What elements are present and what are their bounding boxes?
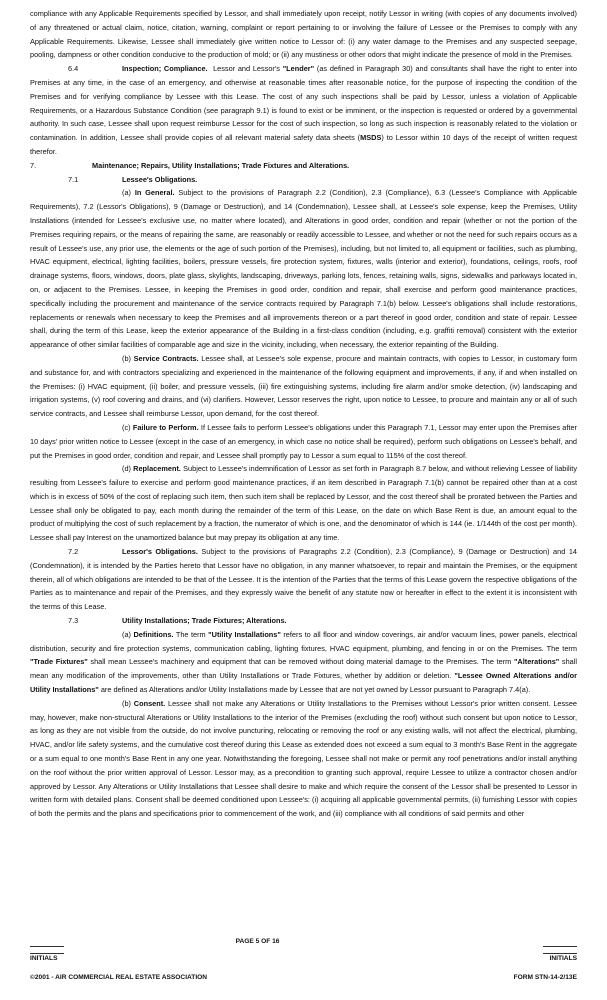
initials-signature-line-right[interactable] bbox=[543, 946, 577, 947]
defined-term: "Alterations" bbox=[513, 657, 560, 667]
section-number: 7. bbox=[30, 160, 37, 170]
item-text: shall mean any modification of the improvements, other than Utility Installations or Trade Fixtures, whether by addition or deletion. bbox=[30, 657, 577, 681]
section-7-2 bbox=[30, 545, 577, 614]
section-number: 6.4 bbox=[68, 64, 79, 74]
section-title: Utility Installations; Trade Fixtures; Alterations. bbox=[122, 616, 287, 626]
item-title: Failure to Perform. bbox=[132, 422, 199, 432]
section-title: Inspection; Compliance. bbox=[122, 64, 208, 74]
initials-signature-line-left[interactable] bbox=[30, 946, 64, 947]
form-number: FORM STN-14-2/13E bbox=[513, 974, 577, 981]
item-label: (c) bbox=[122, 422, 131, 432]
section-text: Lessor and Lessor's bbox=[213, 64, 283, 74]
item-text: If Lessee fails to perform Lessee's obligations under this Paragraph 7.1, Lessor may enter upon the Premises after 10 days' prior written notice to Lessee (except in the case of an emergency, in which case no notice shall be required), perform such obligations on Lessee's behalf, and put the Premises in good order, condition and repair, and Lessee shall promptly pay to Lessor a sum equal to 115% of the cost thereof. bbox=[30, 422, 577, 460]
page-number: PAGE 5 OF 16 bbox=[235, 938, 280, 945]
section-7-heading bbox=[30, 159, 577, 173]
section-number: 7.3 bbox=[68, 616, 79, 626]
initials-label-right: INITIALS bbox=[549, 955, 577, 962]
document-page bbox=[30, 7, 577, 821]
section-7-1-heading bbox=[30, 173, 577, 187]
initials-underline-left bbox=[30, 953, 64, 954]
section-title: Lessor's Obligations. bbox=[122, 547, 198, 557]
item-label: (b) bbox=[122, 698, 131, 708]
item-label: (d) bbox=[122, 464, 131, 474]
item-text: The term bbox=[173, 629, 209, 639]
defined-term: MSDS bbox=[360, 133, 382, 143]
item-label: (a) bbox=[122, 188, 131, 198]
section-text: Subject to the provisions of Paragraphs 2.2 (Condition), 2.3 (Compliance), 9 (Damage or Destruction) and 14 (Condemnation), it is intended by the Parties hereto that Lessor have no obligation, in any manner whatsoever, to repair and maintain the Premises, or the equipment therein, all of which obligations are intended to be that of the Lessee. It is the intention of the Parties that the terms of this Lease govern the respective obligations of the Parties as to maintenance and repair of the Premises, and they expressly waive the benefit of any statute now or hereafter in effect to the extent it is inconsistent with the terms of this Lease. bbox=[30, 547, 577, 612]
section-text: (as defined in Paragraph 30) and consultants shall have the right to enter into Premises at any time, in the case of an emergency, and otherwise at reasonable times after reasonable notice, for the purpose of inspecting the condition of the Premises and for verifying compliance by Lessee with this Lease. The cost of any such inspections shall be paid by Lessor, unless a violation of Applicable Requirements, or a Hazardous Substance Condition (see paragraph 9.1) is found to exist or be imminent, or the inspection is requested or ordered by a governmental authority. In such case, Lessee shall upon request reimburse Lessor for the cost of such inspection, so long as such inspection is reasonably related to the violation or contamination. In addition, Lessee shall provide copies of all relevant material safety data sheets ( bbox=[30, 64, 577, 143]
section-7-1-b bbox=[30, 352, 577, 421]
item-label: (b) bbox=[122, 353, 131, 363]
section-title: Maintenance; Repairs, Utility Installations; Trade Fixtures and Alterations. bbox=[92, 160, 350, 170]
paragraph-compliance-continued: compliance with any Applicable Requirements specified by Lessor, and shall immediately upon receipt, notify Lessor in writing (with copies of any documents involved) of any threatened or actual claim, notice, citation, warning, complaint or report pertaining to or involving the failure of Lessee or the Premises to comply with any Applicable Requirements. Likewise, Lessee shall immediately give written notice to Lessor of: (i) any water damage to the Premises and any suspected seepage, pooling, dampness or other condition conducive to the production of mold; or (ii) any mustiness or other odors that might indicate the presence of mold in the Premises. bbox=[30, 9, 577, 60]
item-text: Subject to Lessee's indemnification of Lessor as set forth in Paragraph 8.7 below, and without relieving Lessee of liability resulting from Lessee's failure to exercise and perform good maintenance practices, if an item described in Paragraph 7.1(b) cannot be repaired other than at a cost which is in excess of 50% of the cost of replacing such item, then such item shall be replaced by Lessor, and the cost thereof shall be prorated between the Parties and Lessee shall only be obligated to pay, each month during the remainder of the term of this Lease, on the date on which Base Rent is due, an amount equal to the product of multiplying the cost of such replacement by a fraction, the numerator of which is one, and the denominator of which is 144 (ie. 1/144th of the cost per month). Lessee shall pay Interest on the unamortized balance but may prepay its obligation at any time. bbox=[30, 464, 577, 543]
initials-label-left: INITIALS bbox=[30, 955, 58, 962]
item-label: (a) bbox=[122, 629, 131, 639]
defined-term: "Lessee Owned Alterations and/or Utility Installations" bbox=[30, 671, 577, 695]
item-title: In General. bbox=[134, 188, 175, 198]
item-title: Service Contracts. bbox=[133, 353, 199, 363]
section-7-1-d bbox=[30, 462, 577, 545]
defined-term: "Trade Fixtures" bbox=[30, 657, 88, 667]
defined-term: "Utility Installations" bbox=[208, 629, 281, 639]
section-7-1-c bbox=[30, 421, 577, 462]
copyright-notice: ©2001 - AIR COMMERCIAL REAL ESTATE ASSOCIATION bbox=[30, 974, 208, 981]
section-number: 7.2 bbox=[68, 547, 79, 557]
item-text: Subject to the provisions of Paragraph 2.2 (Condition), 2.3 (Compliance), 6.3 (Lessee's Compliance with Applicable Requirements), 7.2 (Lessor's Obligations), 9 (Damage or Destruction), and 14 (Condemnation), Lessee shall, at Lessee's sole expense, keep the Premises, Utility Installations (intended for Lessee's exclusive use, no matter where located), and Alterations in good order, condition and repair (whether or not the portion of the Premises requiring repairs, or the means of repairing the same, are reasonably or readily accessible to Lessee, and whether or not the need for such repairs occurs as a result of Lessee's use, any prior use, the elements or the age of such portion of the Premises), including, but not limited to, all equipment or facilities, such as plumbing, HVAC equipment, electrical, lighting facilities, boilers, pressure vessels, fire protection system, fixtures, walls (interior and exterior), foundations, ceilings, roofs, roof drainage systems, floors, windows, doors, plate glass, skylights, landscaping, driveways, parking lots, fences, retaining walls, signs, sidewalks and parkways located in, on, or adjacent to the Premises. Lessee, in keeping the Premises in good order, condition and repair, shall exercise and perform good maintenance practices, specifically including the procurement and maintenance of the service contracts required by Paragraph 7.1(b) below. Lessee's obligations shall include restorations, replacements or renewals when necessary to keep the Premises and all improvements thereon or a part thereof in good order, condition and state of repair. Lessee shall, during the term of this Lease, keep the exterior appearance of the Building in a first-class condition (including, e.g. graffiti removal) consistent with the exterior appearance of other similar facilities of comparable age and size in the vicinity, including, when necessary, the exterior repainting of the Building. bbox=[30, 188, 577, 350]
item-title: Replacement. bbox=[133, 464, 181, 474]
defined-term: "Lender" bbox=[282, 64, 315, 74]
item-text: shall mean Lessee's machinery and equipment that can be removed without doing material damage to the Premises. The term bbox=[87, 657, 514, 667]
section-title: Lessee's Obligations. bbox=[122, 174, 198, 184]
item-text: Lessee shall not make any Alterations or Utility Installations to the Premises without Lessor's prior written consent. Lessee may, however, make non-structural Alterations or Utility Installations to the interior of the Premises (excluding the roof) without such consent but upon notice to Lessor, as long as they are not visible from the outside, do not involve puncturing, relocating or removing the roof or any existing walls, will not affect the electrical, plumbing, HVAC, and/or life safety systems, and the cumulative cost thereof during this Lease as extended does not exceed a sum equal to 3 month's Base Rent in the aggregate or a sum equal to one month's Base Rent in any one year. Notwithstanding the foregoing, Lessee shall not make or permit any roof penetrations and/or install anything on the roof without the prior written approval of Lessor. Lessor may, as a precondition to granting such approval, require Lessee to utilize a contractor chosen and/or approved by Lessor. Any Alterations or Utility Installations that Lessee shall desire to make and which require the consent of the Lessor shall be presented to Lessor in written form with detailed plans. Consent shall be deemed conditioned upon Lessee's: (i) acquiring all applicable governmental permits, (ii) furnishing Lessor with copies of both the permits and the plans and specifications prior to commencement of the work, and (iii) compliance with all conditions of said permits and other bbox=[30, 698, 578, 819]
section-7-1-a bbox=[30, 186, 577, 352]
section-7-3-a bbox=[30, 628, 577, 697]
item-title: Consent. bbox=[133, 698, 166, 708]
item-title: Definitions. bbox=[133, 629, 174, 639]
item-text: refers to all floor and window coverings, air and/or vacuum lines, power panels, electrical distribution, security and fire protection systems, communication cabling, lighting fixtures, HVAC equipment, plumbing, and fencing in or on the Premises. The term bbox=[30, 629, 577, 653]
item-text: Lessee shall, at Lessee's sole expense, procure and maintain contracts, with copies to Lessor, in customary form and substance for, and with contractors specializing and experienced in the maintenance of the following equipment and improvements, if any, if and when installed on the Premises: (i) HVAC equipment, (ii) boiler, and pressure vessels, (iii) fire extinguishing systems, including fire alarm and/or smoke detection, (iv) landscaping and irrigation systems, (v) roof covering and drains, and (vi) clarifiers. However, Lessor reserves the right, upon notice to Lessee, to procure and maintain any or all of such service contracts, and Lessee shall reimburse Lessor, upon demand, for the cost thereof. bbox=[30, 353, 577, 419]
section-7-3-heading bbox=[30, 614, 577, 628]
section-text: ) to Lessor within 10 days of the receipt of written request therefor. bbox=[30, 133, 577, 156]
initials-underline-right bbox=[543, 953, 577, 954]
section-number: 7.1 bbox=[68, 174, 79, 184]
section-6-4 bbox=[30, 62, 577, 159]
section-7-3-b bbox=[30, 697, 577, 821]
item-text: are defined as Alterations and/or Utility Installations made by Lessee that are not yet owned by Lessor pursuant to Paragraph 7.4(a). bbox=[98, 685, 531, 695]
